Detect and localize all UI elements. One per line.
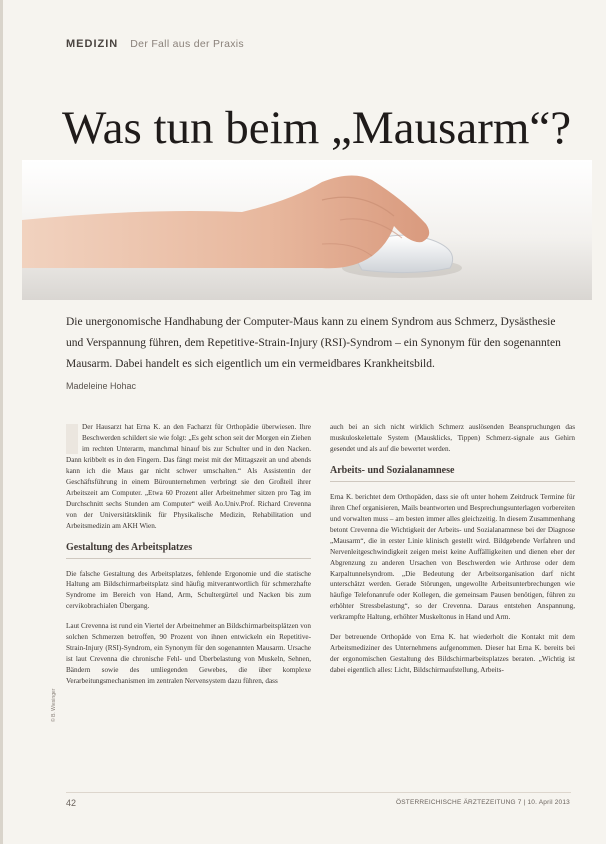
publication-info: ÖSTERREICHISCHE ÄRZTEZEITUNG 7 | 10. April 2013 (396, 799, 570, 806)
body-paragraph (66, 422, 311, 532)
page-number: 42 (66, 798, 77, 808)
photo-credit: © B. Wiesinger (51, 688, 57, 722)
right-column (330, 422, 575, 685)
left-column (66, 422, 311, 696)
section-header (66, 38, 244, 50)
footer-divider (66, 792, 571, 793)
hand-on-mouse-photo (22, 160, 592, 300)
section-subtitle: Der Fall aus der Praxis (130, 38, 244, 50)
hand-on-mouse-icon (22, 160, 592, 300)
subheading: Arbeits- und Sozialanamnese (330, 464, 575, 482)
subheading: Gestaltung des Arbeitsplatzes (66, 541, 311, 559)
section-label: MEDIZIN (66, 38, 119, 50)
body-paragraph: auch bei an sich nicht wirklich Schmerz auslösenden Beanspruchungen das muskuloskelettale System (Mausklicks, Tippen) Schmerz-signale aus Gehirn gesendet und als auf die bewertet werden. (330, 423, 575, 453)
body-paragraph: Laut Crevenna ist rund ein Viertel der Arbeitnehmer an Bildschirmarbeitsplätzen von solchen Schmerzen betroffen, 90 Prozent von ihnen entwickeln ein Repetitive-Strain-Injury (RSI)-Syndrom, ein Synonym für den sogenannten Mausarm. Ursache ist laut Crevenna die chronische Fehl- und Überbelastung von Muskeln, Sehnen, Bändern sowie des umliegenden Gewebes, die über komplexe Verarbeitungsmechanismen im zentralen Nervensystem dazu führen, dass (66, 622, 311, 686)
lead-paragraph: Die unergonomische Handhabung der Computer-Maus kann zu einem Syndrom aus Schmerz, Dysästhesie und Verspannung führen, dem Repetitive-Strain-Injury (RSI)-Syndrom – ein Synonym für den sogenannten Mausarm. Dabei handelt es sich eigentlich um ein vermeidbares Krankheitsbild. (66, 316, 561, 370)
author-name: Madeleine Hohac (66, 381, 137, 391)
body-paragraph: Die falsche Gestaltung des Arbeitsplatzes, fehlende Ergonomie und die statische Haltung am Bildschirmarbeitsplatz sind häufig mitverantwortlich für schmerzhafte Syndrome im Bereich von Hand, Arm, Schultergürtel und Nacken bis zum cervikobrachialen Übergang. (66, 569, 311, 611)
drop-cap (66, 424, 78, 454)
body-paragraph: Der betreuende Orthopäde von Erna K. hat wiederholt die Kontakt mit dem Arbeitsmediziner des Unternehmens aufgenommen. Dieser hat Erna K. bereits bei der ergonomischen Gestaltung des Bildschirmarbeitsplatzes beraten. „Wichtig ist dabei eigentlich alles: Licht, Bildschirmaufstellung, Arbeits- (330, 633, 575, 675)
article-title: Was tun beim „Mausarm“? (62, 102, 572, 154)
body-text: Der Hausarzt hat Erna K. an den Facharzt für Orthopädie überwiesen. Ihre Beschwerden schildert sie wie folgt: „Es geht schon seit der Morgen ein Ziehen im rechten Unterarm, manchmal hinauf bis zur Schulter und in den Nacken. Dann kribbelt es in den Fingern. Das fängt meist mit der Mittagszeit an und abends kann ich die Maus gar nicht schwer umschalten.“ Als Assistentin der Geschäftsführung in einem Bürounternehmen verbringt sie den Großteil ihrer Arbeitszeit am Computer. „Etwa 60 Prozent aller Arbeitnehmer sitzen pro Tag im Durchschnitt sechs Stunden am Computer“ weiß Ao.Univ.Prof. Richard Crevenna von der Universitätsklinik für Physikalische Medizin, Rehabilitation und Arbeitsmedizin am AKH Wien. (66, 423, 312, 530)
body-paragraph: Erna K. berichtet dem Orthopäden, dass sie oft unter hohem Zeitdruck Termine für ihren Chef organisieren, Mails beantworten und Besprechungsunterlagen vorbereiten und vorwalten muss – am besten immer alles gleichzeitig. In diesem Zusammenhang betont Crevenna die Wichtigkeit der Arbeits- und Sozialanamnese bei der Diagnose „Mausarm“, die in erster Linie klinisch gestellt wird. Bildgebende Verfahren und Nervenleitgeschwindigkeit zeigen meist keine Auffälligkeiten und dienen eher der Abgrenzung zu anderen Ursachen von Beschwerden wie Arthrose oder dem Karpaltunnelsyndrom. „Die Bedeutung der Arbeitsorganisation darf nicht unterschätzt werden. Gerade Störungen, ungewollte Arbeitsunterbrechungen wie häufige Telefonanrufe oder Kollegen, die gemeinsam Pausen benötigen, führen zu erhöhter Stressbelastung“, so der Crevenna. Daraus entstehen Anspannung, verkrampfte Haltung, erhöhter Muskeltonus in Hand und Arm. (330, 492, 575, 622)
